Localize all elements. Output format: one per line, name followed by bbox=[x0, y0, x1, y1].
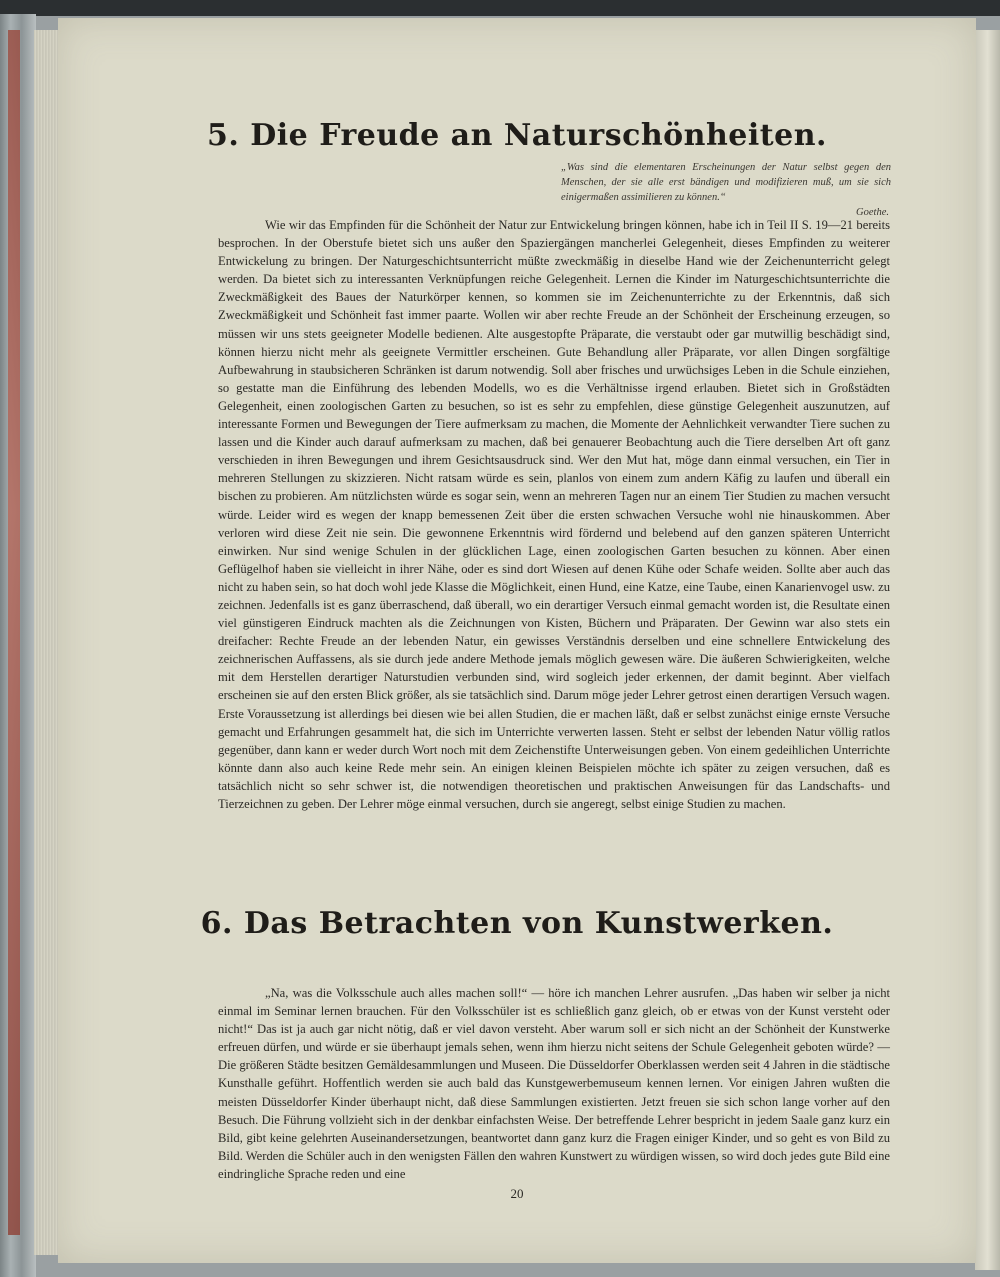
body-paragraph-section-6: „Na, was die Volksschule auch alles machen soll!“ — höre ich manchen Lehrer ausrufen. „Das haben wir selber ja nicht einmal im Seminar lernen brauchen. Für den Volksschüler ist es schließlich ganz gleich, ob er etwas von der Kunst versteht oder nicht!“ Das ist ja auch gar nicht nötig, daß er viel davon versteht. Aber warum soll er sich nicht an der Schönheit der Kunstwerke erfreuen dürfen, und würde er sie überhaupt jemals sehen, wenn ihm hierzu nicht seitens der Schule Gelegenheit geboten würde? — Die größeren Städte besitzen Gemäldesammlungen und Museen. Die Düsseldorfer Oberklassen werden seit 4 Jahren in die städtische Kunsthalle geführt. Hoffentlich werden sie auch bald das Kunstgewerbemuseum kennen lernen. Vor einigen Jahren wußten die meisten Düsseldorfer Kinder überhaupt nicht, daß diese Sammlungen existierten. Jetzt freuen sie sich schon lange vorher auf den Besuch. Die Führung vollzieht sich in der denkbar einfachsten Weise. Der betreffende Lehrer bespricht in jedem Saale ganz kurz ein Bild, gibt keine gelehrten Auseinandersetzungen, beantwortet dann ganz kurz die Fragen einiger Kinder, und so geht es von Bild zu Bild. Werden die Schüler auch in den wenigsten Fällen den wahren Kunstwert zu würdigen wissen, so wird doch jedes gute Bild eine eindringliche Sprache reden und eine bbox=[218, 986, 890, 1181]
epigraph bbox=[561, 160, 891, 220]
section-heading-naturschoenheiten: 5. Die Freude an Naturschönheiten. bbox=[206, 118, 827, 153]
epigraph-author: Goethe. bbox=[856, 207, 889, 218]
section-heading-kunstwerke: 6. Das Betrachten von Kunstwerken. bbox=[200, 906, 834, 941]
scanner-frame-top bbox=[0, 0, 1000, 16]
epigraph-quote: „Was sind die elementaren Erscheinungen der Natur selbst gegen den Menschen, der sie alle erst bändigen und modifizieren muß, um sie sich einigermaßen assimilieren zu können.“ bbox=[561, 162, 891, 203]
binding-spine-strip bbox=[8, 30, 20, 1235]
body-paragraph-section-5: Wie wir das Empfinden für die Schönheit der Natur zur Entwickelung bringen können, habe ich in Teil II S. 19—21 bereits besprochen. In der Oberstufe bietet sich uns außer den Spaziergängen mancherlei Gelegenheit, dieses Empfinden zu weiterer Entwickelung zu bringen. Der Naturgeschichtsunterricht müßte zweckmäßig in dieselbe Hand wie der Zeichenunterricht gelegt werden. Da bietet sich zu interessanten Verknüpfungen reiche Gelegenheit. Lernen die Kinder im Naturgeschichtsunterrichte die Zweckmäßigkeit des Baues der Naturkörper kennen, so kommen sie im Zeichenunterrichte zu der Erkenntnis, daß sich Zweckmäßigkeit und Schönheit fast immer paarte. Wollen wir aber rechte Freude an der Schönheit der Erscheinung erzeugen, so müssen wir uns stets geeigneter Modelle bedienen. Alte ausgestopfte Präparate, die verstaubt oder gar mutwillig beschädigt sind, können hierzu nicht mehr als geeignete Vermittler erscheinen. Gute Behandlung aller Präparate, vor allen Dingen sorgfältige Aufbewahrung in staubsicheren Schränken ist darum notwendig. Soll aber frisches und urwüchsiges Leben in die Schule einziehen, so gestatte man die Einführung des lebenden Modells, wo es die Verhältnisse irgend erlauben. Bietet sich in Großstädten Gelegenheit, einen zoologischen Garten zu besuchen, so ist es sehr zu empfehlen, diese günstige Gelegenheit auszunutzen, auf interessante Formen und Bewegungen der Tiere aufmerksam zu machen, die Momente der Aehnlichkeit verwandter Tiere suchen zu lassen und die Kinder auch darauf aufmerksam zu machen, daß bei genauerer Beobachtung auch die Tiere derselben Art oft ganz verschieden in ihren Bewegungen und ihrem Gesichtsausdruck sind. Wer den Mut hat, möge dann einmal versuchen, ein Tier in mehreren Stellungen zu skizzieren. Nicht ratsam würde es sein, planlos von einem zum andern Käfig zu laufen und überall ein bischen zu probieren. Am nützlichsten würde es sogar sein, wenn an mehreren Tagen nur an einem Tier Studien zu machen versucht würde. Leider wird es wegen der knapp bemessenen Zeit über die ersten schwachen Versuche wohl nie hinauskommen. Aber verloren wird diese Zeit nie sein. Die gewonnene Erkenntnis wird fördernd und belebend auf den ganzen späteren Unterricht einwirken. Nur sind wenige Schulen in der glücklichen Lage, einen zoologischen Garten besuchen zu können. Aber einen Geflügelhof haben sie vielleicht in ihrer Nähe, oder es sind dort Wiesen auf denen Kühe oder Schafe weiden. Sollte aber auch das nicht zu haben sein, so hat doch wohl jede Klasse die Möglichkeit, einen Hund, eine Katze, eine Taube, einen Kanarienvogel usw. zu zeichnen. Jedenfalls ist es ganz überraschend, daß überall, wo ein derartiger Versuch einmal gemacht worden ist, die Resultate einen viel günstigeren Eindruck machten als die Zeichnungen von Kisten, Büchern und Präparaten. Der Gewinn war also stets ein dreifacher: Rechte Freude an der lebenden Natur, ein gewisses Verständnis derselben und eine schnellere Entwickelung des zeichnerischen Auffassens, als sie durch jede andere Methode jemals möglich gewesen wäre. Die äußeren Schwierigkeiten, welche mit dem Herstellen derartiger Naturstudien verbunden sind, wird sogleich jeder erkennen, der damit beginnt. Aber vielfach erscheinen sie auf den ersten Blick größer, als sie tatsächlich sind. Darum möge jeder Lehrer getrost einen derartigen Versuch wagen. Erste Voraussetzung ist allerdings bei diesen wie bei allen Studien, die er machen läßt, daß er selbst zunächst einige ernste Versuche gemacht und Erfahrungen gesammelt hat, die sich im Unterrichte verwerten lassen. Steht er selbst der lebenden Natur völlig ratlos gegenüber, dann kann er weder durch Wort noch mit dem Zeichenstifte Unterweisungen geben. Von einem gedeihlichen Unterrichte könnte dann also auch keine Rede mehr sein. An einigen kleinen Beispielen möchte ich später zu zeigen versuchen, daß es tatsächlich nicht so sehr schwer ist, die notwendigen theoretischen und praktischen Anweisungen für das Landschafts- und Tierzeichnen zu geben. Der Lehrer möge einmal versuchen, durch sie angeregt, selbst einige Studien zu machen. bbox=[218, 218, 890, 811]
page-content bbox=[58, 18, 976, 1263]
page-edges-right bbox=[975, 30, 1000, 1270]
page-number: 20 bbox=[510, 1186, 524, 1201]
book-page bbox=[58, 18, 976, 1263]
